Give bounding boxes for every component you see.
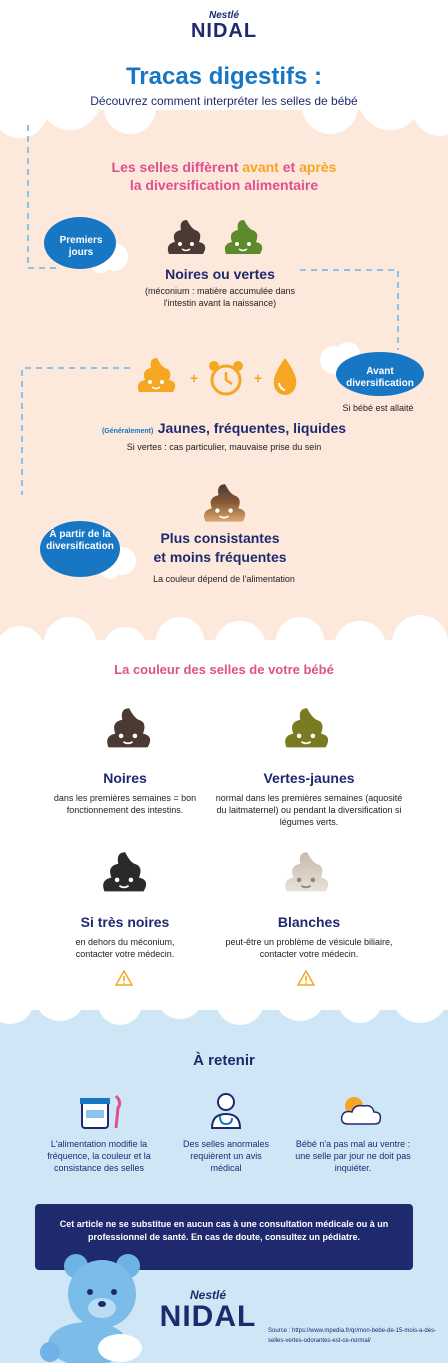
droplet-icon — [270, 356, 300, 398]
title-line2: la diversification alimentaire — [129, 177, 319, 193]
poop-black-brown-icon — [102, 706, 154, 752]
color-desc-noires: dans les premières semaines = bon fonctionnement des intestins. — [53, 793, 197, 815]
noires-desc: (méconium : matière accumulée dans l'intestin avant la naissance) — [144, 286, 296, 308]
avant-note: Si bébé est allaité — [342, 403, 414, 413]
brand-nidal: NIDAL — [190, 20, 258, 42]
page-subtitle: Découvrez comment interpréter les selles de bébé — [90, 94, 358, 108]
baby-food-icon — [78, 1094, 124, 1130]
title-part1: Les selles diffèrent — [111, 159, 243, 175]
sun-cloud-icon — [336, 1092, 384, 1128]
brand-nidal-footer: NIDAL — [159, 1300, 257, 1333]
color-title-blanches: Blanches — [277, 914, 341, 930]
poop-olive-icon — [280, 706, 332, 752]
jaunes-desc: Si vertes : cas particulier, mauvaise prise du sein — [126, 442, 322, 452]
noires-title: Noires ou vertes — [165, 266, 275, 282]
retenir-text-2: Des selles anormales requièrent un avis médical — [182, 1139, 270, 1173]
disclaimer-text: Cet article ne se substitue en aucun cas à une consultation médicale ou à un professionnel de santé. En cas de doute, consultez un pédiatre. — [59, 1219, 389, 1242]
doctor-icon — [206, 1090, 246, 1130]
jaunes-title: Jaunes, fréquentes, liquides — [157, 420, 347, 436]
warning-icon — [297, 970, 315, 986]
color-title-tres-noires: Si très noires — [80, 914, 170, 930]
cloud-avant-label: Avant diversification — [346, 366, 414, 389]
cloud-avant — [318, 340, 428, 400]
brand-nestle-footer: Nestlé — [189, 1288, 227, 1302]
poop-brown-icon — [165, 218, 207, 258]
generalement-label: (Généralement) — [101, 428, 154, 435]
warning-icon — [115, 970, 133, 986]
title-avant: avant — [242, 159, 279, 175]
poop-green-icon — [222, 218, 264, 258]
poop-white-icon — [280, 850, 332, 896]
bear-mascot-icon — [30, 1252, 160, 1363]
section3-title: À retenir — [193, 1052, 255, 1069]
title-part2: et — [278, 159, 300, 175]
brand-logo-top — [184, 10, 264, 41]
cloud-partir-label: À partir de la diversification — [46, 529, 114, 552]
alarm-clock-icon — [206, 358, 246, 398]
poop-black-icon — [98, 850, 150, 896]
source-text: Source : https://www.mpedia.fr/qr/mon-bebe-de-15-mois-a-des-selles-vertes-odorantes-est-ce-normal/ — [268, 1328, 437, 1344]
title-apres: après — [299, 159, 337, 175]
page-title: Tracas digestifs : — [125, 63, 323, 90]
color-title-noires: Noires — [103, 770, 147, 786]
cloud-premiers-jours — [42, 215, 132, 275]
color-desc-tres-noires: en dehors du méconium, contacter votre médecin. — [75, 937, 175, 959]
consist-title-1: Plus consistantes — [160, 530, 280, 546]
bottom-clouds — [0, 985, 448, 1035]
poop-yellow-icon — [134, 356, 178, 396]
section2-title: La couleur des selles de votre bébé — [114, 662, 334, 677]
plus-sign-1: + — [190, 370, 199, 386]
section1-title — [0, 158, 448, 194]
poop-gradient-icon — [200, 482, 248, 526]
consist-title-2: et moins fréquentes — [153, 549, 287, 565]
jaunes-line — [0, 420, 448, 438]
consist-desc: La couleur dépend de l'alimentation — [153, 574, 295, 584]
cloud-premiers-label: Premiers jours — [59, 235, 103, 258]
color-desc-vertes: normal dans les premières semaines (aquosité du laitmaternel) ou pendant la diversification si légumes verts. — [215, 793, 403, 827]
color-desc-blanches: peut-être un problème de vésicule biliaire, contacter votre médecin. — [225, 937, 393, 959]
retenir-text-3: Bébé n'a pas mal au ventre : une selle par jour ne doit pas inquiéter. — [295, 1139, 411, 1173]
plus-sign-2: + — [254, 370, 263, 386]
retenir-text-1: L'alimentation modifie la fréquence, la couleur et la consistance des selles — [47, 1139, 151, 1173]
color-title-vertes: Vertes-jaunes — [263, 770, 355, 786]
brand-nestle: Nestlé — [208, 10, 239, 21]
brand-logo-bottom — [158, 1288, 258, 1332]
middle-clouds — [0, 615, 448, 665]
